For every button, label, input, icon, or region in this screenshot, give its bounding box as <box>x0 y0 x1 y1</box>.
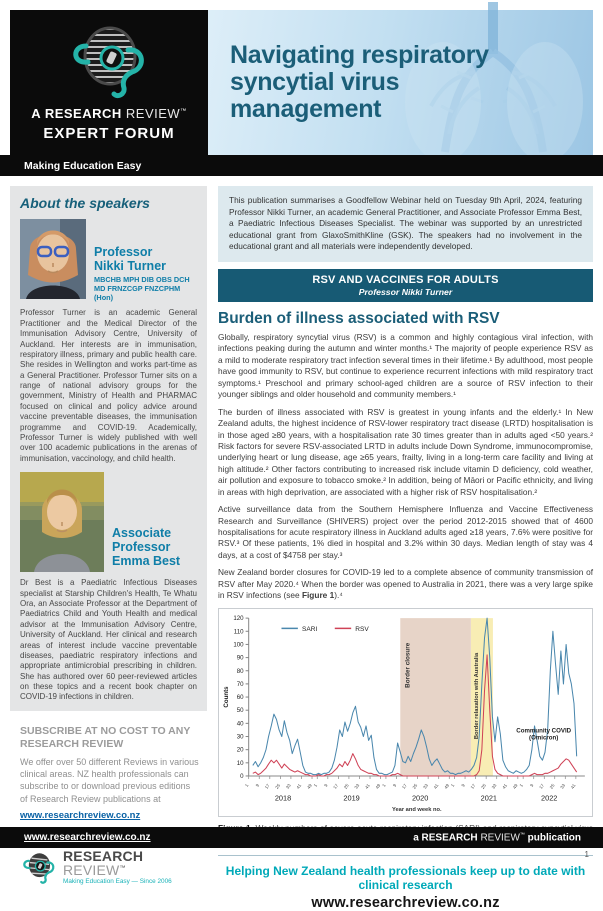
svg-text:33: 33 <box>490 782 498 790</box>
svg-text:17: 17 <box>400 782 408 790</box>
svg-text:17: 17 <box>538 782 546 790</box>
svg-text:2020: 2020 <box>411 793 429 803</box>
svg-text:25: 25 <box>480 782 487 790</box>
globe-stethoscope-icon <box>66 24 152 100</box>
about-speakers-heading: About the speakers <box>20 195 150 211</box>
publication-title: Navigating respiratory syncytial virus management <box>230 41 489 123</box>
svg-text:25: 25 <box>548 782 556 790</box>
svg-text:33: 33 <box>559 782 567 790</box>
svg-text:0: 0 <box>240 772 244 780</box>
logo-expert-forum: EXPERT FORUM <box>43 124 175 142</box>
svg-text:1: 1 <box>243 782 250 788</box>
making-education-easy-bar: Making Education Easy <box>0 155 603 176</box>
svg-text:Year and week no.: Year and week no. <box>391 806 442 813</box>
svg-text:41: 41 <box>295 782 303 790</box>
svg-text:17: 17 <box>469 782 477 790</box>
svg-text:90: 90 <box>236 654 244 662</box>
svg-text:70: 70 <box>236 680 244 688</box>
svg-text:33: 33 <box>353 782 361 790</box>
svg-text:41: 41 <box>363 782 371 790</box>
svg-text:9: 9 <box>460 782 466 788</box>
svg-text:9: 9 <box>254 782 261 788</box>
svg-text:9: 9 <box>391 782 398 788</box>
rr-wordmark: RESEARCH REVIEW™ <box>63 847 144 878</box>
svg-text:41: 41 <box>569 782 577 790</box>
svg-text:50: 50 <box>236 706 244 714</box>
speaker-1-id <box>94 219 197 302</box>
subscribe-body: We offer over 50 different Reviews in various clinical areas. NZ health professionals can subscribe to or download previous editions of Research Review publications at <box>20 757 199 804</box>
svg-text:80: 80 <box>236 667 244 675</box>
footer-bar <box>0 827 603 848</box>
svg-text:2021: 2021 <box>480 793 498 803</box>
svg-text:25: 25 <box>411 782 419 790</box>
sidebar <box>10 186 207 911</box>
paragraph-1: Globally, respiratory syncytial virus (RSV) is a common and highly contagious viral infection, with infections peaking during the autumn and winter months.¹ The majority of people experience RSV as a mild to moderate respiratory tract infection several times in their lifetime.¹ By adulthood, most people have good immunity to RSV, but continue to experience recurrent infections with mild respiratory tract symptoms.¹ Preschool and primary school-aged children are a source of RSV infection to their younger siblings and older household and community members.¹ <box>218 332 593 400</box>
svg-text:100: 100 <box>233 641 244 649</box>
svg-text:17: 17 <box>332 782 340 790</box>
svg-text:Border closure: Border closure <box>404 642 412 688</box>
svg-text:40: 40 <box>236 720 244 728</box>
svg-text:17: 17 <box>263 782 271 790</box>
speaker-1-name: Nikki Turner <box>94 259 167 273</box>
svg-text:1: 1 <box>518 782 524 788</box>
svg-text:33: 33 <box>284 782 292 790</box>
svg-text:30: 30 <box>236 733 244 741</box>
svg-text:RSV: RSV <box>355 625 369 633</box>
main-content <box>218 186 593 911</box>
svg-text:41: 41 <box>501 782 509 790</box>
burden-heading: Burden of illness associated with RSV <box>218 310 500 328</box>
svg-text:20: 20 <box>236 746 244 754</box>
globe-stethoscope-icon-small <box>20 849 58 885</box>
svg-text:25: 25 <box>342 782 350 790</box>
section-title: RSV AND VACCINES FOR ADULTS <box>312 274 499 287</box>
svg-text:1: 1 <box>449 782 456 788</box>
speaker-2-photo <box>20 472 104 572</box>
svg-text:Border relaxation with Austral: Border relaxation with Australia <box>474 652 481 739</box>
page-number: 1 <box>584 850 589 859</box>
svg-text:41: 41 <box>432 782 440 790</box>
svg-text:9: 9 <box>529 782 535 788</box>
speaker-2 <box>20 472 197 572</box>
section-banner <box>218 269 593 302</box>
footer-strapline: Helping New Zealand health professionals keep up to date with clinical research <box>225 863 586 892</box>
svg-text:120: 120 <box>233 614 244 622</box>
research-review-logo <box>20 849 207 885</box>
figure1-chart <box>218 608 593 817</box>
svg-text:SARI: SARI <box>301 625 318 633</box>
publication-summary: This publication summarises a Goodfellow Webinar held on Tuesday 9th April, 2024, featuring Professor Nikki Turner, an academic General Practitioner, and Associate Professor Emma Best, a Paediatric Infectious Diseases Specialist. The webinar was supported by an unrestricted educational grant from GlaxoSmithKline (GSK). The speakers had no involvement in the educational grant and all materials were independently developed. <box>218 186 593 262</box>
svg-text:Community COVID(Omicron): Community COVID (Omicron) <box>516 727 572 742</box>
svg-text:1: 1 <box>381 782 387 788</box>
svg-text:49: 49 <box>443 782 451 790</box>
svg-text:2022: 2022 <box>541 793 558 803</box>
svg-text:110: 110 <box>233 628 244 636</box>
speaker-2-id <box>112 526 197 572</box>
logo-wordmark: A RESEARCH REVIEW™ <box>31 105 187 121</box>
expert-forum-logo <box>10 10 208 155</box>
about-speakers-box <box>10 186 207 711</box>
sari-rsv-line-chart <box>221 613 590 814</box>
publication-credit: a RESEARCH REVIEW™ publication <box>413 831 581 844</box>
header <box>10 10 593 155</box>
svg-text:2019: 2019 <box>343 793 360 803</box>
svg-text:49: 49 <box>374 782 382 790</box>
svg-text:9: 9 <box>323 782 329 788</box>
footer-website: www.researchreview.co.nz <box>311 894 500 911</box>
speaker-2-title: Associate Professor <box>112 526 172 555</box>
section-subtitle: Professor Nikki Turner <box>358 287 453 298</box>
speaker-1-title: Professor <box>94 245 153 259</box>
subscribe-section <box>10 711 207 823</box>
svg-text:49: 49 <box>305 782 313 790</box>
svg-text:25: 25 <box>274 782 282 790</box>
subscribe-link[interactable]: www.researchreview.co.nz <box>20 809 141 821</box>
divider <box>218 855 593 856</box>
speaker-1 <box>20 219 197 302</box>
svg-text:10: 10 <box>236 759 244 767</box>
svg-text:Counts: Counts <box>223 686 231 708</box>
title-banner <box>208 10 593 155</box>
svg-text:60: 60 <box>236 693 244 701</box>
subscribe-heading: SUBSCRIBE AT NO COST TO ANY RESEARCH REVIEW <box>20 724 191 750</box>
paragraph-2: The burden of illness associated with RSV is greatest in young infants and the elderly.¹ In New Zealand adults, the highest incidence of RSV-lower respiratory tract disease (LRTD) hospitalisation is in those aged ≥80 years, with a hospitalisation rate 30 times greater than in adults aged <50 years.² Risk factors for severe RSV-associated LRTD in adults include Down Syndrome, immunocompromise, underlying heart or lung disease, age ≥65 years, frailty, living in a long-term care facility and living at high altitude.² Other factors contributing to increased risk include vitamin D deficiency, cold weather, air pollution and exposure to tobacco smoke.² In addition, being of Māori or Pacific ethnicity, and living in areas with high deprivation, are associated with a higher risk of RSV hospitalisation.² <box>218 406 593 497</box>
speaker-2-name: Emma Best <box>112 554 181 569</box>
svg-text:33: 33 <box>422 782 429 790</box>
rr-tagline: Making Education Easy — Since 2006 <box>63 877 172 885</box>
speaker-2-bio: Dr Best is a Paediatric Infectious Diseases specialist at Starship Children's Health, Te Whatu Ora, an Associate Professor at the Department of Paediatrics Child and Youth Health and medical advisor at the Immunisation Advisory Centre, University of Auckland. Her clinical and research areas of interest include vaccine preventable diseases, paediatric respiratory infections and appropriate antimicrobial prescribing in children. She has authored over 60 peer-reviewed articles on these topics and a recent book chapter on COVID-19 infections in children. <box>20 578 197 702</box>
paragraph-3: Active surveillance data from the Southern Hemisphere Influenza and Vaccine Effectiveness Research and Surveillance (SHIVERS) project over the period 2012-2015 showed that of 4600 hospitalisations for acute respiratory illness in Auckland adults aged ≥18 years, 7.6% were positive for RSV.³ Of these patients, 1% died in hospital and 3.2% within 30 days. Median length of stay was 4 days, at a cost of $4758 per stay.³ <box>218 504 593 560</box>
speaker-1-photo <box>20 219 86 302</box>
svg-text:49: 49 <box>511 782 519 790</box>
paragraph-4: New Zealand border closures for COVID-19 led to a complete absence of community transmission of RSV after May 2020.⁴ When the border was opened to Australia in 2021, there was a very large spike in RSV infections (see Figure 1).⁴ <box>218 567 593 601</box>
svg-text:1: 1 <box>312 782 319 788</box>
speaker-1-bio: Professor Turner is an academic General Practitioner and the Medical Director of the Immunisation Advisory Centre, University of Auckland. Her interests are in immunisation, respiratory illness, primary and public health care. She resides in Wellington and works part-time as a General Practitioner. Professor Turner sits on a range of national advisory groups for the government, Ministry of Health and PHARMAC focused on clinical and policy advice around vaccine preventable diseases, the immunisation programme and COVID-19. Academically, Professor Turner is widely published with well over 100 academic publications in the arenas of immunisation, vaccinology, and child health. <box>20 308 197 463</box>
footer-website-link[interactable]: www.researchreview.co.nz <box>24 832 151 843</box>
svg-text:2018: 2018 <box>274 793 292 803</box>
speaker-1-qualifications: MBCHB MPH DIB OBS DCH MD FRNZCGP FNZCPHM (Hon) <box>94 275 190 303</box>
